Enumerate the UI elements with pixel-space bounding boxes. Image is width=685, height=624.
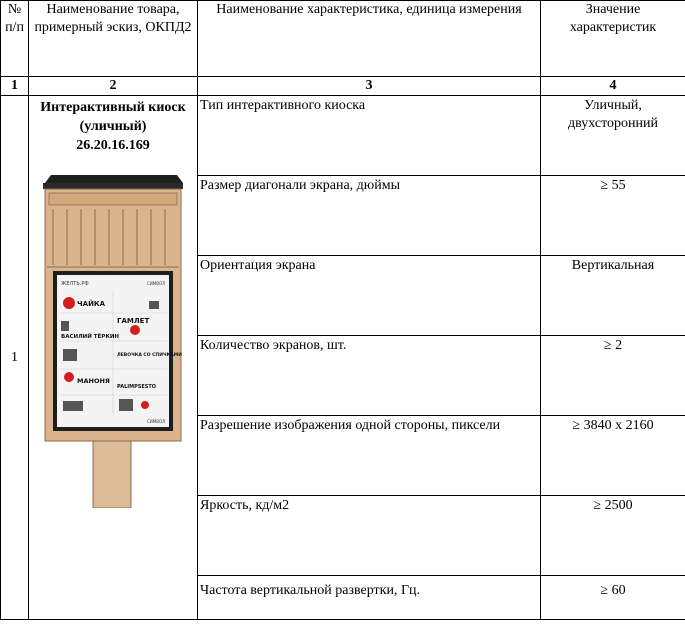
screen-label-levochka: ЛЕВОЧКА СО СПИЧКАМИ	[117, 353, 183, 358]
header-index-text: № п/п	[5, 2, 24, 35]
table-row	[1, 96, 685, 176]
screen-label-manonya: МАНОНЯ	[77, 377, 110, 385]
kiosk-roof	[45, 175, 183, 183]
kiosk-post	[93, 441, 131, 508]
svg-text:СИМВОЛ: СИМВОЛ	[147, 419, 166, 424]
kiosk-sketch	[37, 173, 189, 508]
svg-text:СИМВОЛ: СИМВОЛ	[147, 281, 166, 286]
svg-text:ЖЕЛТЬ.РФ: ЖЕЛТЬ.РФ	[61, 281, 89, 287]
value-diagonal: ≥ 55	[541, 176, 685, 256]
product-name-line1: Интерактивный киоск	[40, 100, 186, 115]
screen-label-hamlet: ГАМЛЕТ	[117, 317, 150, 325]
value-brightness: ≥ 2500	[541, 496, 685, 576]
product-name-line2: (уличный)	[79, 119, 147, 134]
characteristic-orientation: Ориентация экрана	[198, 256, 541, 336]
header-characteristic-text: Наименование характеристика, единица измерения	[216, 2, 522, 17]
value-screen-count: ≥ 2	[541, 336, 685, 416]
screen-label-terkin: ВАСИЛИЙ ТЁРКИН	[61, 334, 120, 340]
value-resolution: ≥ 3840 х 2160	[541, 416, 685, 496]
product-okpd-code: 26.20.16.169	[76, 138, 150, 153]
col-number-4: 4	[541, 77, 685, 96]
column-number-row	[1, 77, 685, 96]
value-type: Уличный, двухсторонний	[541, 96, 685, 176]
col-number-1: 1	[1, 77, 29, 96]
header-value-text: Значение характеристик	[569, 2, 657, 35]
characteristic-screen-count: Количество экранов, шт.	[198, 336, 541, 416]
header-characteristic	[198, 1, 541, 77]
header-product-text: Наименование товара, примерный эскиз, ОКПД2	[34, 2, 192, 35]
value-refresh-rate: ≥ 60	[541, 576, 685, 620]
header-row	[1, 1, 685, 77]
product-title	[29, 98, 197, 155]
characteristic-refresh-rate: Частота вертикальной развертки, Гц.	[198, 576, 541, 620]
header-product	[29, 1, 198, 77]
screen-label-chaika: ЧАЙКА	[77, 300, 106, 308]
header-value	[541, 1, 685, 77]
col-number-3: 3	[198, 77, 541, 96]
header-index	[1, 1, 29, 77]
kiosk-top-band	[49, 193, 177, 205]
screen-label-palimpsesto: PALIMPSESTO	[117, 384, 157, 390]
row-index: 1	[1, 96, 29, 620]
kiosk-roof-edge	[43, 183, 183, 189]
characteristic-diagonal: Размер диагонали экрана, дюймы	[198, 176, 541, 256]
product-cell	[29, 96, 198, 620]
col-number-2: 2	[29, 77, 198, 96]
characteristic-resolution: Разрешение изображения одной стороны, пиксели	[198, 416, 541, 496]
value-orientation: Вертикальная	[541, 256, 685, 336]
characteristic-brightness: Яркость, кд/м2	[198, 496, 541, 576]
characteristic-type: Тип интерактивного киоска	[198, 96, 541, 176]
